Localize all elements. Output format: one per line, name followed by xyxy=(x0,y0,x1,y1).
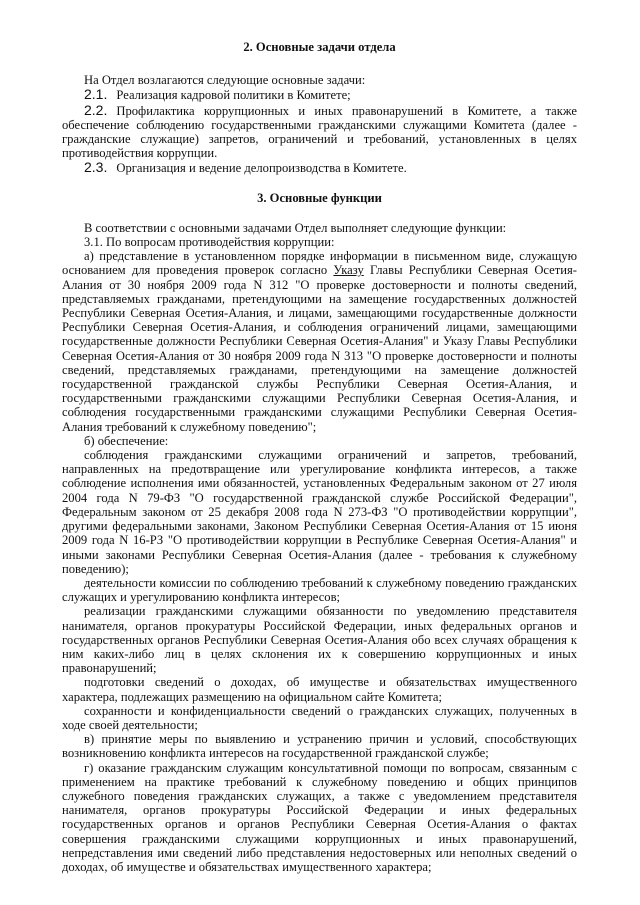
function-a xyxy=(62,249,577,434)
function-v: в) принятие меры по выявлению и устранению причин и условий, способствующих возникновению конфликта интересов на государственной гражданской службе; xyxy=(62,732,577,761)
function-b-item: деятельности комиссии по соблюдению требований к служебному поведению гражданских служащих и урегулированию конфликта интересов; xyxy=(62,575,577,605)
function-b-item: соблюдения гражданскими служащими ограничений и запретов, требований, направленных на предотвращение или урегулирование конфликта интересов, а также соблюдение исполнения ими обязанностей, установленных Федеральным законом от 27 июля 2004 года N 79-ФЗ "О государственной гражданской службе Российской Федерации", Федеральным законом от 25 декабря 2008 года N 273-ФЗ "О противодействии коррупции", другими федеральными законами, Законом Республики Северная Осетия-Алания от 15 июня 2009 года N 16-РЗ "О противодействии коррупции в Республике Северная Осетия-Алания" и иными законами Республики Северная Осетия-Алания (далее - требования к служебному поведению); xyxy=(62,448,577,576)
document-page xyxy=(62,40,577,874)
function-a-text-start: а) представление в установленном порядке информации в письменном виде, служащую основанием для проведения проверок согласно xyxy=(62,249,577,278)
section-2-title: 2. Основные задачи отдела xyxy=(243,40,396,54)
task-2-2-number: 2.2. xyxy=(84,101,108,118)
function-g: г) оказание гражданским служащим консультативной помощи по вопросам, связанным с применением на практике требований к служебному поведению и общих принципов служебного поведения гражданских служащих, а также с уведомлением представителя нанимателя, органов прокуратуры Российской Федерации и иных федеральных государственных органов и органов Республики Северная Осетия-Алания о фактах совершения гражданскими служащими коррупционных и иных правонарушений, непредставления ими сведений либо представления недостоверных или неполных сведений о доходах, об имуществе и обязательствах имущественного характера; xyxy=(62,760,577,874)
section-2-intro: На Отдел возлагаются следующие основные задачи: xyxy=(84,73,366,88)
section-3-intro: В соответствии с основными задачами Отдел выполняет следующие функции: xyxy=(84,220,507,235)
task-2-2 xyxy=(62,103,577,161)
task-2-1 xyxy=(62,87,577,102)
task-2-2-text: Профилактика коррупционных и иных правонарушений в Комитете, а также обеспечение соблюдению государственными гражданскими служащими Комитета (далее - гражданские служащие) запретов, ограничений и требований, установленных в целях противодействия коррупции. xyxy=(62,103,577,161)
task-2-3-text: Организация и ведение делопроизводства в Комитете. xyxy=(116,161,407,176)
subsection-3-1-heading: 3.1. По вопросам противодействия коррупции: xyxy=(84,235,335,250)
task-2-1-number: 2.1. xyxy=(84,86,108,103)
function-b-item: сохранности и конфиденциальности сведений о гражданских служащих, полученных в ходе своей деятельности; xyxy=(62,703,577,732)
function-b-label: б) обеспечение: xyxy=(84,433,169,448)
task-2-3-number: 2.3. xyxy=(84,159,108,176)
function-a-text-end: Главы Республики Северная Осетия-Алания от 30 ноября 2009 года N 312 "О проверке достоверности и полноты сведений, представляемых гражданами, претендующими на замещение государственных должностей Республики Северная Осетия-Алания, и лицами, замещающими государственные должности Республики Северная Осетия-Алания, и соблюдения ограничений лицами, замещающими государственные должности Республики Северная Осетия-Алания" и Указу Главы Республики Северная Осетия-Алания от 30 ноября 2009 года N 313 "О проверке достоверности и полноты сведений, представляемых гражданами, претендующими на замещение должностей государственной гражданской службы Республики Северная Осетия-Алания, и государственными гражданскими служащими Республики Северная Осетия-Алания, и соблюдения государственными гражданскими служащими Республики Северная Осетия-Алания требований к служебному поведению"; xyxy=(62,263,577,434)
function-b-item: реализации гражданскими служащими обязанности по уведомлению представителя нанимателя, органов прокуратуры Российской Федерации, иных федеральных органов и государственных органов Республики Северная Осетия-Алания обо всех случаях обращения к ним каких-либо лиц в целях склонения их к совершению коррупционных и иных правонарушений; xyxy=(62,604,577,676)
task-2-1-text: Реализация кадровой политики в Комитете; xyxy=(116,88,351,103)
decree-link[interactable]: Указу xyxy=(333,263,364,278)
function-b-item: подготовки сведений о доходах, об имуществе и обязательствах имущественного характера, подлежащих размещению на официальном сайте Комитета; xyxy=(62,675,577,704)
section-3-title: 3. Основные функции xyxy=(257,190,382,205)
task-2-3 xyxy=(62,160,577,175)
